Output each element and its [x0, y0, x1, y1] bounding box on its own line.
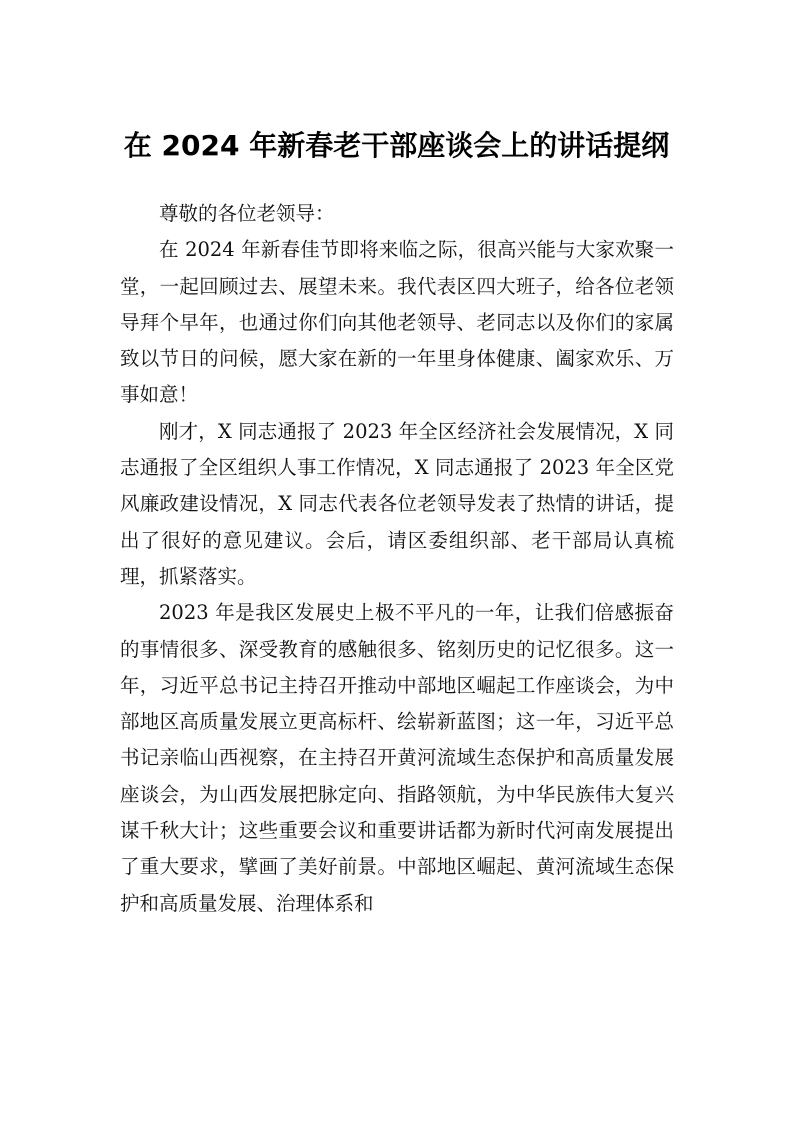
paragraph-greeting: 在 2024 年新春佳节即将来临之际，很高兴能与大家欢聚一堂，一起回顾过去、展望未来。我代表区四大班子，给各位老领导拜个早年，也通过你们向其他老领导、老同志以及你们的家属致以节日的问候，愿大家在新的一年里身体健康、阖家欢乐、万事如意！ — [120, 238, 674, 407]
document-body — [120, 196, 674, 922]
paragraph-review-2023: 2023 年是我区发展史上极不平凡的一年，让我们倍感振奋的事情很多、深受教育的感触很多、铭刻历史的记忆很多。这一年，习近平总书记主持召开推动中部地区崛起工作座谈会，为中部地区高质量发展立更高标杆、绘崭新蓝图；这一年，习近平总书记亲临山西视察，在主持召开黄河流域生态保护和高质量发展座谈会，为山西发展把脉定向、指路领航，为中华民族伟大复兴谋千秋大计；这些重要会议和重要讲话都为新时代河南发展提出了重大要求，擘画了美好前景。中部地区崛起、黄河流域生态保护和高质量发展、治理体系和 — [120, 601, 674, 915]
document-title: 在 2024 年新春老干部座谈会上的讲话提纲 — [123, 129, 670, 162]
salutation: 尊敬的各位老领导： — [159, 202, 335, 225]
paragraph-reports: 刚才，X 同志通报了 2023 年全区经济社会发展情况，X 同志通报了全区组织人事工作情况，X 同志通报了 2023 年全区党风廉政建设情况，X 同志代表各位老领导发表了热情的讲话，提出了很好的意见建议。会后，请区委组织部、老干部局认真梳理，抓紧落实。 — [120, 419, 674, 588]
